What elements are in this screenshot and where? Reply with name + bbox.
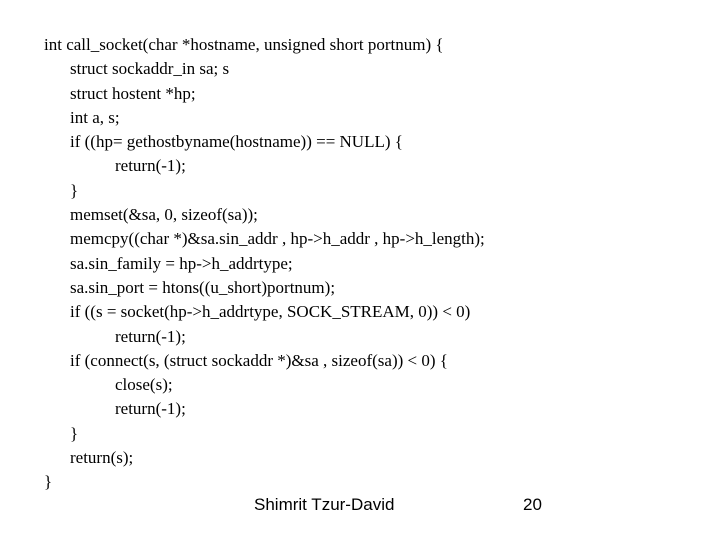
- code-line: if (connect(s, (struct sockaddr *)&sa , sizeof(sa)) < 0) {: [70, 350, 448, 370]
- code-line: if ((hp= gethostbyname(hostname)) == NULL) {: [70, 132, 403, 152]
- code-line: sa.sin_family = hp->h_addrtype;: [70, 253, 293, 273]
- code-line: memcpy((char *)&sa.sin_addr , hp->h_addr , hp->h_length);: [70, 229, 485, 249]
- code-line: if ((s = socket(hp->h_addrtype, SOCK_STREAM, 0)) < 0): [70, 302, 471, 322]
- footer-author: Shimrit Tzur-David: [254, 495, 395, 514]
- code-line: sa.sin_port = htons((u_short)portnum);: [70, 277, 336, 297]
- page-number: 20: [523, 495, 542, 514]
- code-line: }: [44, 472, 53, 492]
- code-line: close(s);: [115, 375, 173, 395]
- code-line: int a, s;: [70, 107, 120, 127]
- code-line: int call_socket(char *hostname, unsigned short portnum) {: [44, 35, 444, 54]
- code-line: }: [70, 180, 79, 200]
- code-line: return(-1);: [115, 156, 186, 176]
- code-line: return(-1);: [115, 399, 186, 419]
- code-line: return(s);: [70, 448, 134, 468]
- code-line: return(-1);: [115, 326, 186, 346]
- code-block: [44, 33, 485, 495]
- code-line: struct hostent *hp;: [70, 83, 196, 103]
- code-line: struct sockaddr_in sa; s: [70, 59, 230, 79]
- code-line: }: [70, 423, 79, 443]
- code-line: memset(&sa, 0, sizeof(sa));: [70, 205, 258, 225]
